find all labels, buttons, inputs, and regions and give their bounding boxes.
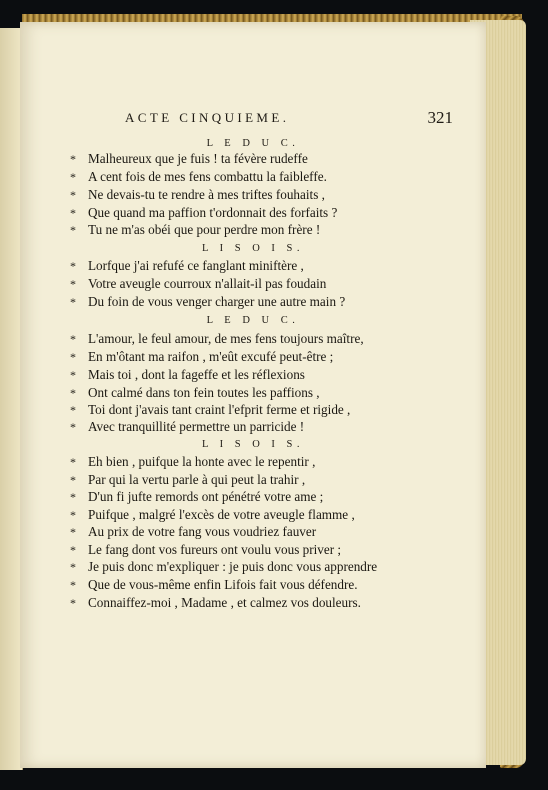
verse-text: D'un fi jufte remords ont pénétré votre ame ;	[88, 489, 324, 504]
verse-text: Votre aveugle courroux n'allait-il pas foudain	[88, 276, 327, 291]
verse-text: L'amour, le feul amour, de mes fens toujours maître,	[88, 331, 364, 346]
verse-line	[70, 331, 364, 349]
asterisk-marker: *	[70, 188, 76, 202]
verse-line	[70, 524, 316, 542]
verse-line	[70, 367, 305, 385]
verse-text: Ne devais-tu te rendre à mes triftes fouhaits ,	[88, 187, 325, 202]
verse-line	[70, 402, 350, 420]
asterisk-marker: *	[70, 152, 76, 166]
asterisk-marker: *	[70, 350, 76, 364]
verse-text: Du foin de vous venger charger une autre main ?	[88, 294, 346, 309]
running-head	[125, 108, 455, 132]
asterisk-marker: *	[70, 403, 76, 417]
verse-text: Mais toi , dont la fageffe et les réflexions	[88, 367, 305, 382]
asterisk-marker: *	[70, 368, 76, 382]
verse-line	[70, 542, 341, 560]
verse-text: Malheureux que je fuis ! ta févère rudeffe	[88, 151, 308, 166]
verse-line	[70, 187, 325, 205]
asterisk-marker: *	[70, 170, 76, 184]
verse-line	[70, 276, 326, 294]
verse-line	[70, 595, 361, 613]
asterisk-marker: *	[70, 578, 76, 592]
verse-text: Je puis donc m'expliquer : je puis donc vous apprendre	[88, 559, 378, 574]
book-page	[20, 22, 486, 768]
asterisk-marker: *	[70, 455, 76, 469]
verse-text: Au prix de votre fang vous voudriez fauver	[88, 524, 317, 539]
verse-text: En m'ôtant ma raifon , m'eût excufé peut-être ;	[88, 349, 334, 364]
verse-line	[70, 169, 327, 187]
asterisk-marker: *	[70, 206, 76, 220]
verse-text: Eh bien , puifque la honte avec le repentir ,	[88, 454, 316, 469]
verse-line	[70, 577, 358, 595]
verse-line	[70, 454, 315, 472]
asterisk-marker: *	[70, 223, 76, 237]
asterisk-marker: *	[70, 508, 76, 522]
verse-text: Que de vous-même enfin Lifois fait vous défendre.	[88, 577, 358, 592]
verse-line	[70, 472, 305, 490]
verse-line	[70, 258, 304, 276]
speaker-heading: L E D U C.	[206, 138, 300, 149]
asterisk-marker: *	[70, 420, 76, 434]
verse-text: Connaiffez-moi , Madame , et calmez vos douleurs.	[88, 595, 361, 610]
verse-line	[70, 385, 320, 403]
asterisk-marker: *	[70, 259, 76, 273]
verse-text: Le fang dont vos fureurs ont voulu vous priver ;	[88, 542, 342, 557]
speaker-heading: L I S O I S.	[201, 243, 305, 254]
asterisk-marker: *	[70, 473, 76, 487]
asterisk-marker: *	[70, 490, 76, 504]
asterisk-marker: *	[70, 596, 76, 610]
verse-text: Par qui la vertu parle à qui peut la trahir ,	[88, 472, 306, 487]
verse-text: Puifque , malgré l'excès de votre aveugle flamme ,	[88, 507, 355, 522]
asterisk-marker: *	[70, 386, 76, 400]
verse-text: Avec tranquillité permettre un parricide !	[88, 419, 305, 434]
verse-line	[70, 151, 308, 169]
verse-line	[70, 489, 323, 507]
asterisk-marker: *	[70, 332, 76, 346]
speaker-heading: L E D U C.	[206, 315, 300, 326]
act-title: ACTE CINQUIEME.	[125, 110, 290, 125]
verse-text: Que quand ma paffion t'ordonnait des forfaits ?	[88, 205, 338, 220]
asterisk-marker: *	[70, 277, 76, 291]
asterisk-marker: *	[70, 525, 76, 539]
verse-line	[70, 294, 345, 312]
verse-line	[70, 419, 304, 437]
verse-text: A cent fois de mes fens combattu la faibleffe.	[88, 169, 327, 184]
verse-text: Tu ne m'as obéi que pour perdre mon frère !	[88, 222, 321, 237]
verse-line	[70, 205, 337, 223]
asterisk-marker: *	[70, 560, 76, 574]
asterisk-marker: *	[70, 295, 76, 309]
verse-line	[70, 559, 377, 577]
page-number: 321	[427, 108, 453, 127]
verse-text: Ont calmé dans ton fein toutes les paffions ,	[88, 385, 320, 400]
verse-line	[70, 222, 320, 240]
speaker-heading: L I S O I S.	[201, 439, 305, 450]
verse-text: Toi dont j'avais tant craint l'efprit ferme et rigide ,	[88, 402, 351, 417]
verse-text: Lorfque j'ai refufé ce fanglant miniftère ,	[88, 258, 304, 273]
asterisk-marker: *	[70, 543, 76, 557]
verse-line	[70, 507, 355, 525]
verse-line	[70, 349, 333, 367]
